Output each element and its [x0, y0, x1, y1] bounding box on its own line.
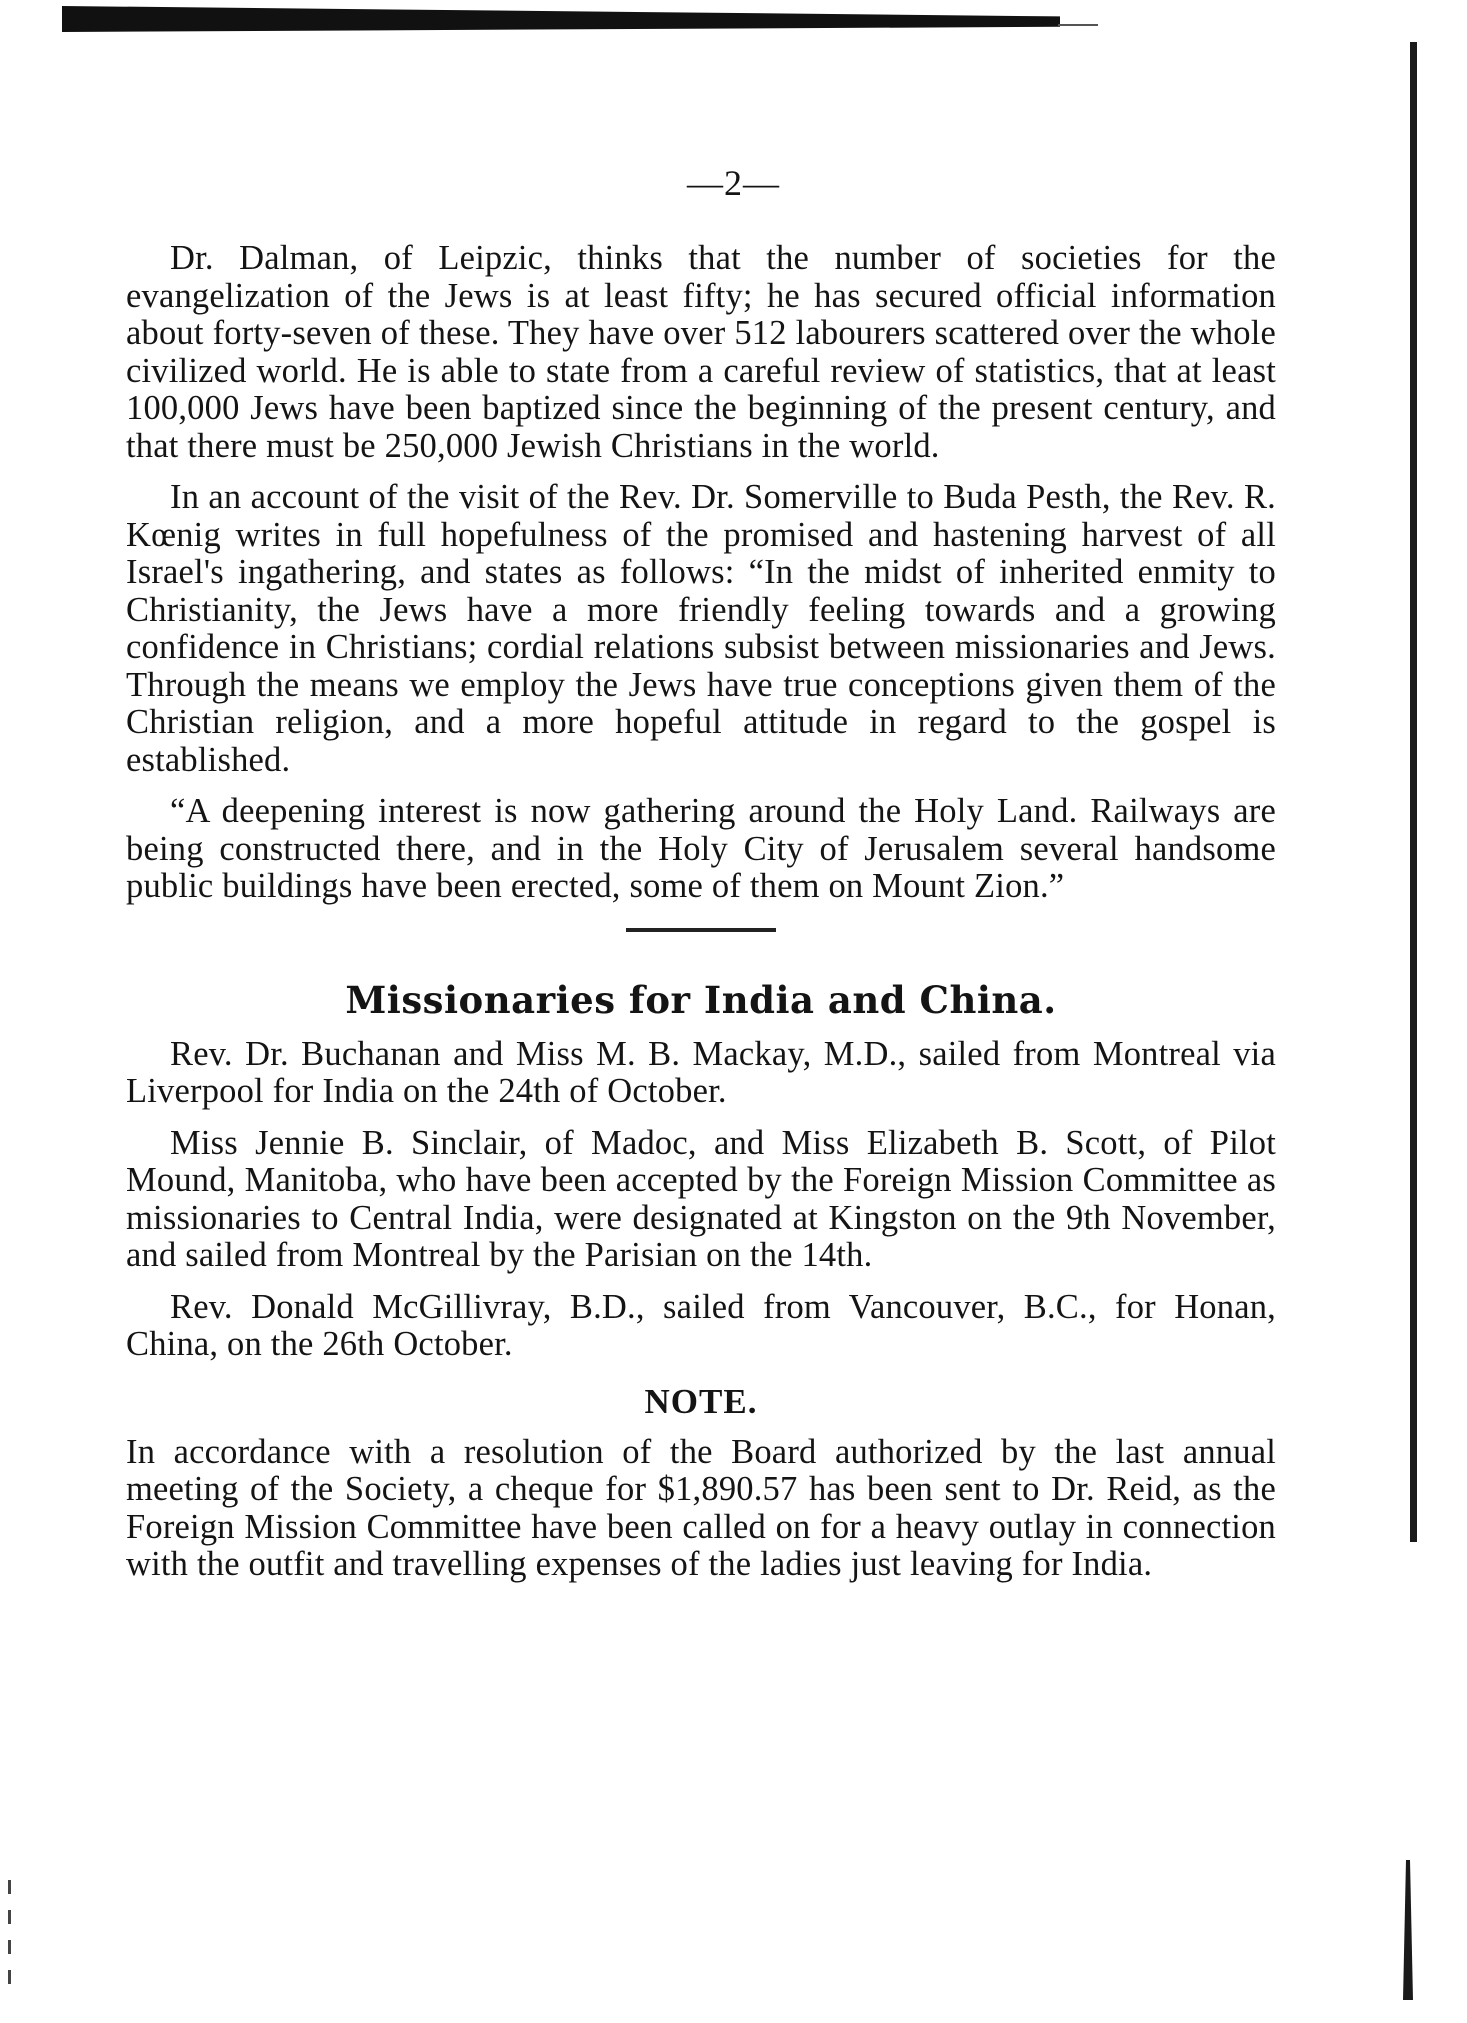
right-margin-rule-bottom — [1403, 1860, 1413, 2000]
section-divider — [626, 928, 776, 932]
missionaries-heading: Missionaries for India and China. — [345, 977, 1057, 1022]
paragraph-dalman: Dr. Dalman, of Leipzic, thinks that the number of societies for the evangelization of the Jews is at least fifty; he has secured official information about forty-seven of these. They have over 512 labourers scattered over the whole civilized world. He is able to state from a careful review of statistics, that at least 100,000 Jews have been baptized since the beginning of the present century, and that there must be 250,000 Jewish Christians in the world. — [126, 239, 1276, 465]
paragraph-holy-land: “A deepening interest is now gathering around the Holy Land. Railways are being constructed there, and in the Holy City of Jerusalem several handsome public buildings have been erected, some of them on Mount Zion.” — [126, 792, 1276, 905]
paragraph-somerville: In an account of the visit of the Rev. Dr. Somerville to Buda Pesth, the Rev. R. Kœnig writes in full hopefulness of the promised and hastening harvest of all Israel's ingathering, and states as follows: “In the midst of inherited enmity to Christianity, the Jews have a more friendly feeling towards and a growing confidence in Christians; cordial relations subsist between missionaries and Jews. Through the means we employ the Jews have true conceptions given them of the Christian religion, and a more hopeful attitude in regard to the gospel is established. — [126, 478, 1276, 779]
paragraph-note: In accordance with a resolution of the Board authorized by the last annual meeting of the Society, a cheque for $1,890.57 has been sent to Dr. Reid, as the Foreign Mission Committee have been called on for a heavy outlay in connection with the outfit and travelling expenses of the ladies just leaving for India. — [126, 1432, 1276, 1583]
top-scan-bar — [62, 6, 1060, 32]
top-scan-bar-tail — [1058, 24, 1098, 26]
page-content — [126, 240, 1276, 1598]
paragraph-mcgillivray: Rev. Donald McGillivray, B.D., sailed from Vancouver, B.C., for Honan, China, on the 26th October. — [126, 1287, 1276, 1363]
paragraph-sinclair: Miss Jennie B. Sinclair, of Madoc, and Miss Elizabeth B. Scott, of Pilot Mound, Manitoba, who have been accepted by the Foreign Mission Committee as missionaries to Central India, were designated at Kingston on the 9th November, and sailed from Montreal by the Parisian on the 14th. — [126, 1123, 1276, 1274]
left-margin-mark — [8, 1880, 11, 1990]
right-margin-rule — [1410, 42, 1417, 1542]
note-heading: NOTE. — [644, 1381, 758, 1421]
page-number: —2— — [687, 163, 780, 203]
paragraph-buchanan: Rev. Dr. Buchanan and Miss M. B. Mackay, M.D., sailed from Montreal via Liverpool for India on the 24th of October. — [126, 1034, 1276, 1110]
